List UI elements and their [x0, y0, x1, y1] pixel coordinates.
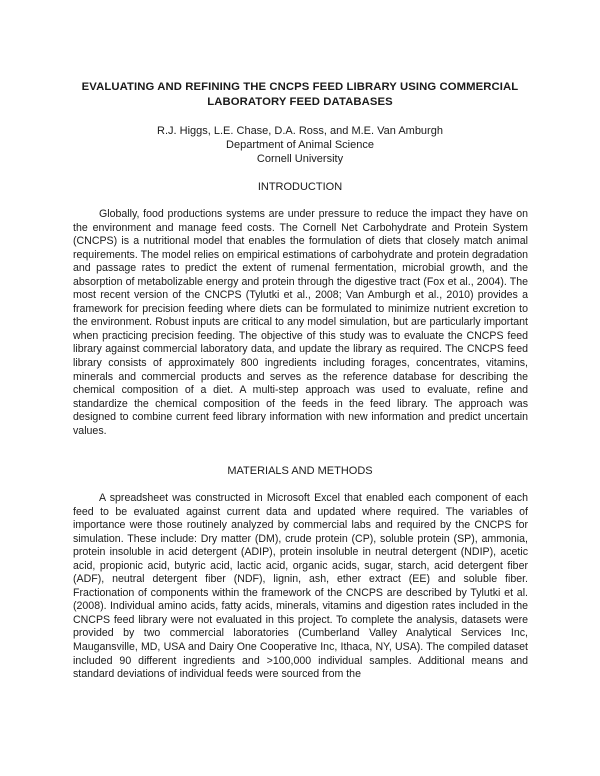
- methods-heading: MATERIALS AND METHODS: [227, 465, 373, 477]
- introduction-heading: INTRODUCTION: [257, 181, 343, 193]
- methods-paragraph: A spreadsheet was constructed in Microsoft Excel that enabled each component of each feed to be evaluated against current data and updated where required. The variables of importance were those routinely analyzed by commercial labs and required by the CNCPS for simulation. These include: Dry matter (DM), crude protein (CP), soluble protein (SP), ammonia, protein insoluble in acid detergent (ADIP), protein insoluble in neutral detergent (NDIP), acetic acid, propionic acid, butyric acid, lactic acid, organic acids, sugar, starch, acid detergent fiber (ADF), neutral detergent fiber (NDF), lignin, ash, ether extract (EE) and soluble fiber. Fractionation of components within the framework of the CNCPS are described by Tylutki et al. (2008). Individual amino acids, fatty acids, minerals, vitamins and digestion rates included in the CNCPS feed library were not evaluated in this project. To complete the analysis, datasets were provided by two commercial laboratories (Cumberland Valley Analytical Services Inc, Maugansville, MD, USA and Dairy One Cooperative Inc, Ithaca, NY, USA). The compiled dataset included 90 different ingredients and >100,000 individual samples. Additional means and standard deviations of individual feeds were sourced from the: [73, 492, 528, 681]
- department: Department of Animal Science: [226, 139, 374, 151]
- paper-title: EVALUATING AND REFINING THE CNCPS FEED LIBRARY USING COMMERCIAL LABORATORY FEED DATABASES: [81, 81, 519, 108]
- university: Cornell University: [256, 153, 344, 165]
- author-names: R.J. Higgs, L.E. Chase, D.A. Ross, and M.E. Van Amburgh: [157, 125, 443, 137]
- author-block: [60, 124, 540, 166]
- introduction-paragraph: Globally, food productions systems are under pressure to reduce the impact they have on the environment and manage feed costs. The Cornell Net Carbohydrate and Protein System (CNCPS) is a nutritional model that enables the formulation of diets that closely match animal requirements. The model relies on empirical estimations of carbohydrate and protein degradation and passage rates to predict the extent of rumenal fermentation, microbial growth, and the absorption of metabolizable energy and protein through the digestive tract (Fox et al., 2004). The most recent version of the CNCPS (Tylutki et al., 2008; Van Amburgh et al., 2010) provides a framework for precision feeding where diets can be formulated to minimize nutrient excretion to the environment. Robust inputs are critical to any model simulation, but are particularly important when practicing precision feeding. The objective of this study was to evaluate the CNCPS feed library against commercial laboratory data, and update the library as required. The CNCPS feed library consists of approximately 800 ingredients including forages, concentrates, vitamins, minerals and commercial products and serves as the reference database for describing the chemical composition of a diet. A multi-step approach was used to evaluate, refine and standardize the chemical composition of the feeds in the feed library. The approach was designed to combine current feed library information with new information and predict uncertain values.: [73, 208, 528, 437]
